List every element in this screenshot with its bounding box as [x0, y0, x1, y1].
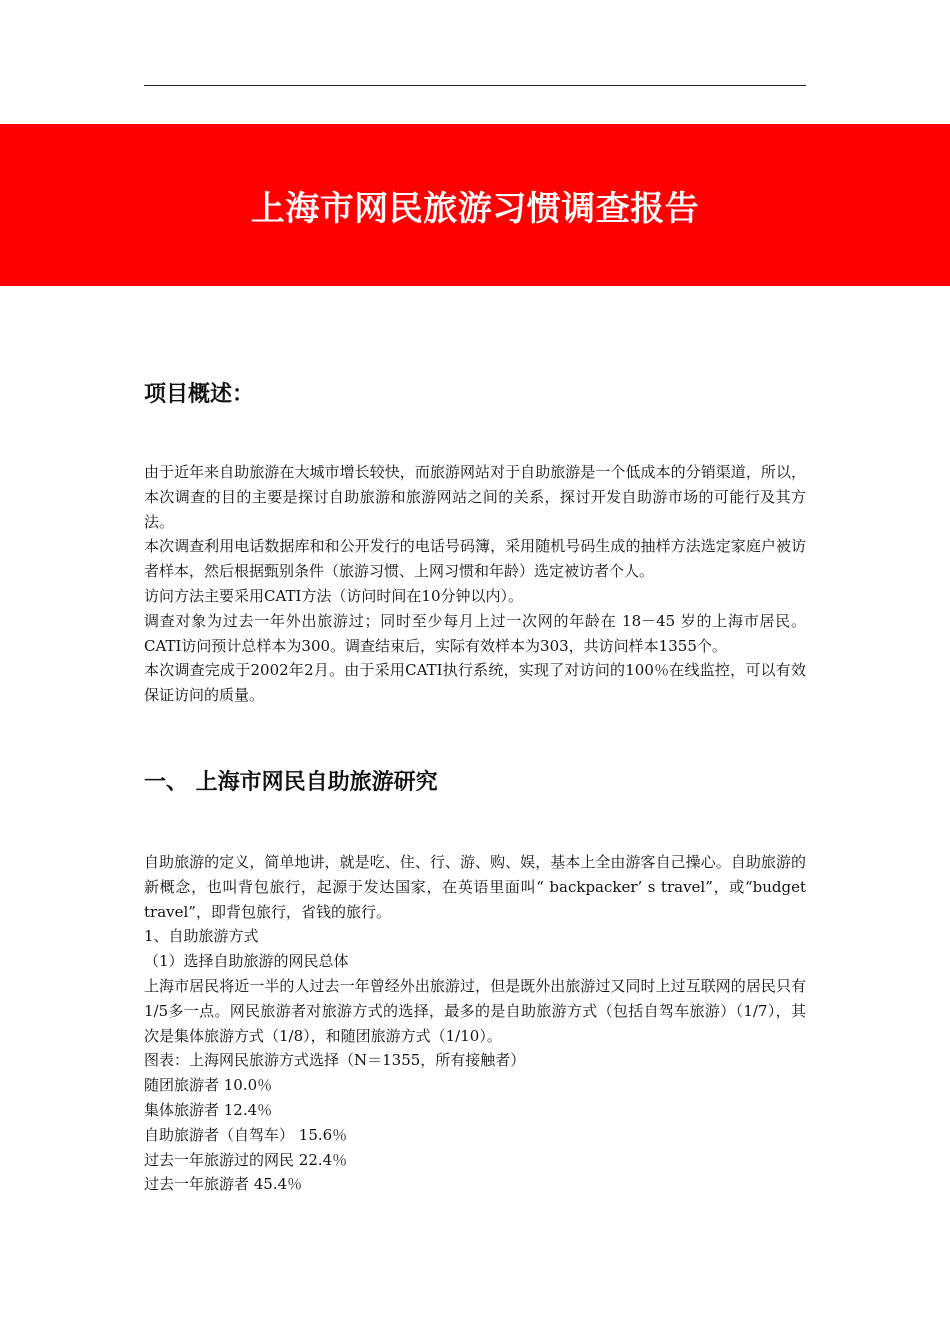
header-rule — [144, 85, 806, 86]
chart-data-line: 过去一年旅游者 45.4％ — [144, 1175, 303, 1194]
document-title: 上海市网民旅游习惯调查报告 — [250, 188, 700, 229]
overview-heading: 项目概述： — [144, 382, 255, 407]
document-body — [144, 372, 806, 1197]
overview-paragraph: 由于近年来自助旅游在大城市增长较快，而旅游网站对于自助旅游是一个低成本的分销渠道，所以，本次调查的目的主要是探讨自助旅游和旅游网站之间的关系，探讨开发自助游市场的可能行及其方法。 — [144, 463, 806, 531]
title-banner — [0, 124, 950, 286]
chart-data-line: 随团旅游者 10.0％ — [144, 1076, 273, 1095]
subsection-heading: （1）选择自助旅游的网民总体 — [144, 952, 349, 971]
chart-data-line: 集体旅游者 12.4％ — [144, 1100, 273, 1119]
chart-data-line: 自助旅游者（自驾车） 15.6％ — [144, 1125, 348, 1144]
overview-paragraph: 访问方法主要采用CATI方法（访问时间在10分钟以内）。 — [144, 586, 524, 605]
subsection-heading: 1、自助旅游方式 — [144, 927, 259, 946]
section-1-heading: 一、 上海市网民自助旅游研究 — [144, 769, 438, 795]
section-1-paragraph: 自助旅游的定义，简单地讲，就是吃、住、行、游、购、娱，基本上全由游客自己操心。自助旅游的新概念，也叫背包旅行，起源于发达国家，在英语里面叫“ backpacker’ s travel”，或“budget travel”，即背包旅行，省钱的旅行。 — [144, 852, 806, 921]
overview-paragraph: 本次调查利用电话数据库和和公开发行的电话号码簿，采用随机号码生成的抽样方法选定家庭户被访者样本，然后根据甄别条件（旅游习惯、上网习惯和年龄）选定被访者个人。 — [144, 537, 806, 581]
overview-paragraph: 本次调查完成于2002年2月。由于采用CATI执行系统，实现了对访问的100％在线监控，可以有效保证访问的质量。 — [144, 661, 806, 705]
chart-data-line: 过去一年旅游过的网民 22.4％ — [144, 1150, 348, 1169]
section-1-paragraph: 上海市居民将近一半的人过去一年曾经外出旅游过，但是既外出旅游过又同时上过互联网的居民只有1/5多一点。网民旅游者对旅游方式的选择，最多的是自助旅游方式（包括自驾车旅游）（1/7），其次是集体旅游方式（1/8），和随团旅游方式（1/10）。 — [144, 976, 806, 1045]
chart-caption: 图表：上海网民旅游方式选择（N＝1355，所有接触者） — [144, 1051, 526, 1070]
overview-paragraph: 调查对象为过去一年外出旅游过；同时至少每月上过一次网的年龄在 18－45 岁的上海市居民。CATI访问预计总样本为300。调查结束后，实际有效样本为303，共访问样本1355个。 — [144, 611, 806, 655]
